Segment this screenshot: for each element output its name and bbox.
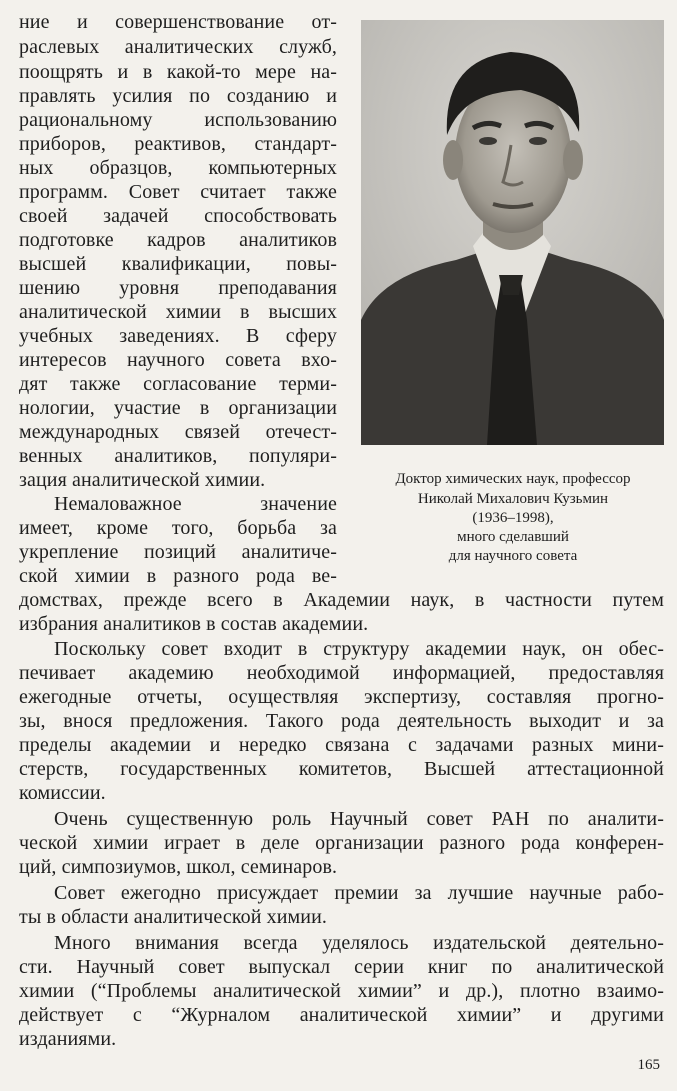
text-line: аналитической химии в высших (19, 301, 337, 323)
text-line: пределы академии и нередко связана с задачами разных мини- (19, 734, 664, 756)
page-number: 165 (637, 1057, 660, 1073)
text-line: ской химии в разного рода ве- (19, 565, 337, 587)
text-line: поощрять и в какой-то мере на- (19, 61, 337, 83)
text-line: Немаловажное значение (54, 493, 337, 515)
text-line: Очень существенную роль Научный совет РАН по аналити- (54, 808, 664, 830)
text-line: шению уровня преподавания (19, 277, 337, 299)
text-line: Много внимания всегда уделялось издательской деятельно- (54, 932, 664, 954)
text-line: имеет, кроме того, борьба за (19, 517, 337, 539)
text-line: учебных заведениях. В сферу (19, 325, 337, 347)
text-line: дят также согласование терми- (19, 373, 337, 395)
text-line: Поскольку совет входит в структуру академии наук, он обес- (54, 638, 664, 660)
text-line: подготовке кадров аналитиков (19, 229, 337, 251)
text-line: ние и совершенствование от- (19, 11, 337, 33)
text-line: правлять усилия по созданию и (19, 85, 337, 107)
text-line: сти. Научный совет выпускал серии книг по аналитической (19, 956, 664, 978)
text-line: высшей квалификации, повы- (19, 253, 337, 275)
portrait-image (361, 20, 664, 445)
text-line: раслевых аналитических служб, (19, 36, 337, 58)
text-line: рациональному использованию (19, 109, 337, 131)
text-line: нологии, участие в организации (19, 397, 337, 419)
caption-line: (1936–1998), (472, 510, 554, 526)
caption-line: для научного совета (448, 548, 578, 564)
text-line: ций, симпозиумов, школ, семинаров. (19, 856, 338, 878)
text-line: укрепление позиций аналитиче- (19, 541, 337, 563)
text-line: избрания аналитиков в состав академии. (19, 613, 369, 635)
text-line: приборов, реактивов, стандарт- (19, 133, 337, 155)
caption-line: Доктор химических наук, профессор (395, 471, 631, 487)
portrait-photo (361, 20, 664, 445)
text-line: интересов научного совета вхо- (19, 349, 337, 371)
text-line: международных связей отечест- (19, 421, 337, 443)
text-line: химии (“Проблемы аналитической химии” и др.), плотно взаимо- (19, 980, 664, 1002)
text-line: ческой химии играет в деле организации разного рода конферен- (19, 832, 664, 854)
text-line: печивает академию необходимой информацией, предоставляя (19, 662, 664, 684)
caption-line: много сделавший (457, 529, 569, 545)
caption-line: Николай Михалович Кузьмин (417, 491, 609, 507)
text-line: Совет ежегодно присуждает премии за лучшие научные рабо- (54, 882, 664, 904)
text-line: стерств, государственных комитетов, Высшей аттестационной (19, 758, 664, 780)
text-line: домствах, прежде всего в Академии наук, в частности путем (19, 589, 664, 611)
text-line: ных образцов, компьютерных (19, 157, 337, 179)
text-line: зы, внося предложения. Такого рода деятельность выходит и за (19, 710, 664, 732)
text-line: ты в области аналитической химии. (19, 906, 328, 928)
text-line: своей задачей способствовать (19, 205, 337, 227)
text-line: изданиями. (19, 1028, 117, 1050)
text-line: ежегодные отчеты, осуществляя экспертизу, составляя прогно- (19, 686, 664, 708)
text-line: зация аналитической химии. (19, 469, 266, 491)
text-line: программ. Совет считает также (19, 181, 337, 203)
text-line: венных аналитиков, популяри- (19, 445, 337, 467)
text-line: комиссии. (19, 782, 106, 804)
text-line: действует с “Журналом аналитической химии” и другими (19, 1004, 664, 1026)
